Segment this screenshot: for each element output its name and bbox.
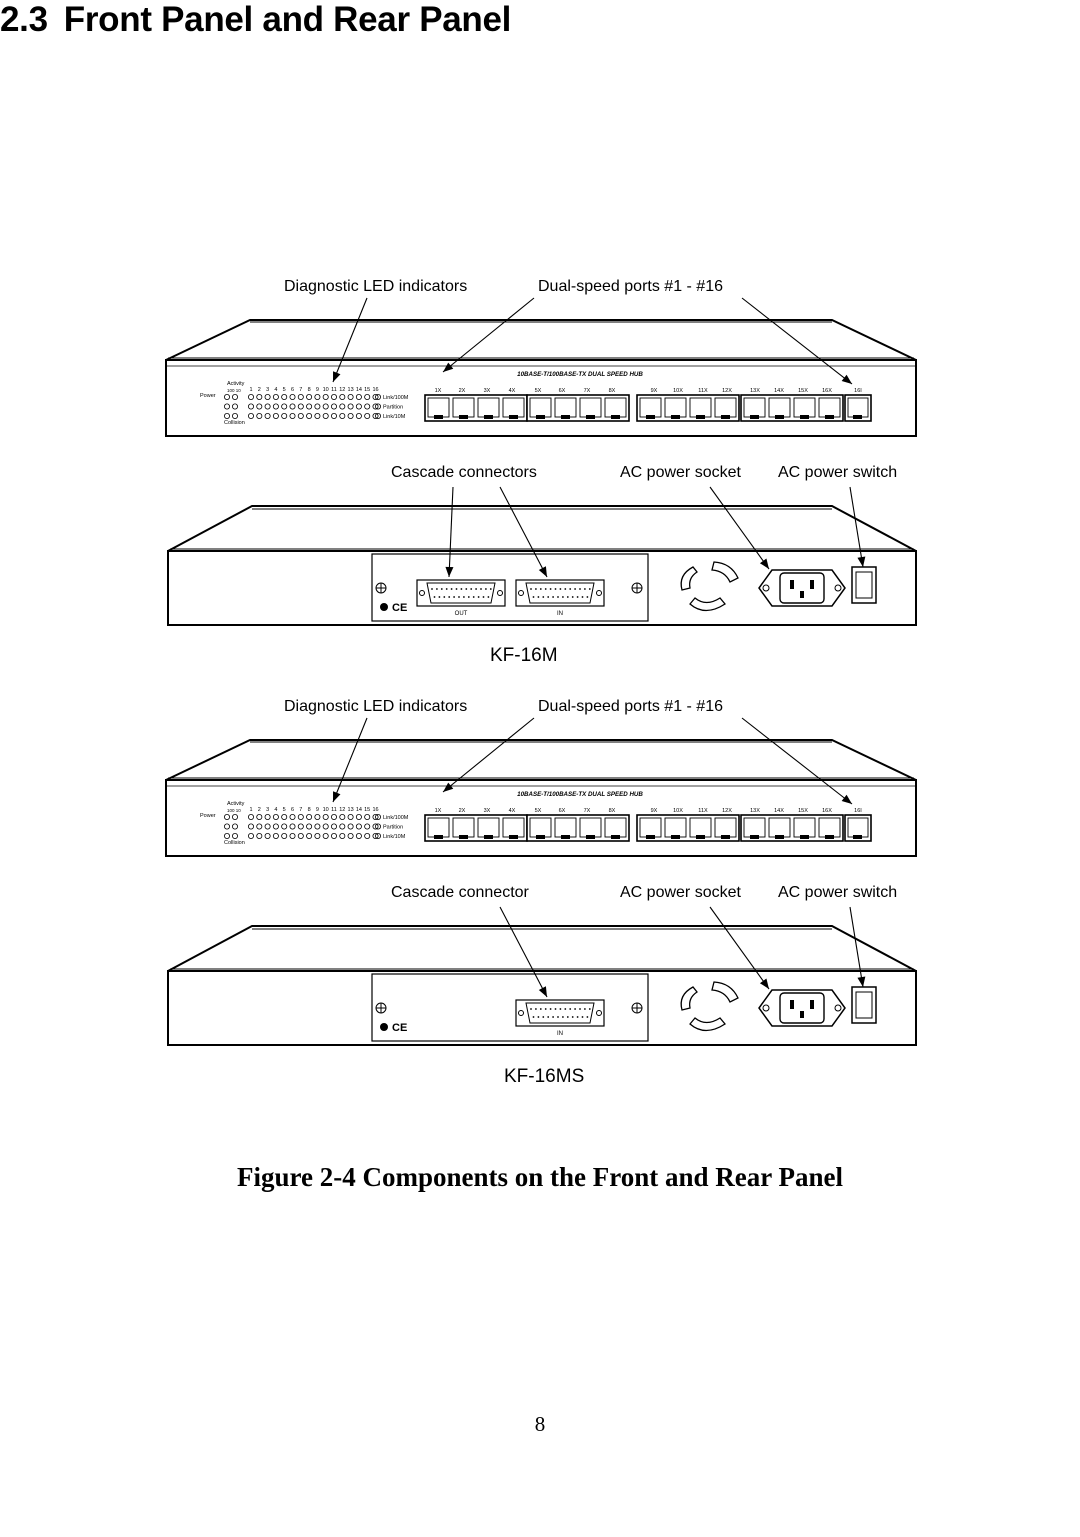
rj45-port — [715, 818, 736, 837]
front-panel — [166, 718, 916, 856]
db25-pin — [582, 596, 584, 598]
led-number: 9 — [315, 807, 319, 813]
front-panel — [166, 298, 916, 436]
rj45-port — [453, 818, 474, 837]
db25-pin — [535, 588, 537, 590]
chassis-top — [168, 926, 916, 971]
ac-pin — [800, 591, 804, 598]
hub-model-label: 10BASE-T/100BASE-TX DUAL SPEED HUB — [517, 371, 643, 378]
led-number: 16 — [372, 807, 379, 813]
ce-mark — [380, 603, 388, 611]
rj45-port — [665, 818, 686, 837]
rj45-port — [586, 835, 595, 839]
rj45-port — [555, 398, 576, 417]
db25-pin — [567, 596, 569, 598]
db25-pin — [478, 596, 480, 598]
port-label: 11X — [698, 808, 708, 814]
port-label: 11X — [698, 388, 708, 394]
db25-pin — [431, 588, 433, 590]
led-label: Link/100M — [383, 395, 409, 401]
rj45-port — [721, 415, 730, 419]
rj45-port — [671, 415, 680, 419]
rj45-port — [744, 818, 765, 837]
rj45-port — [530, 818, 551, 837]
rj45-port — [434, 415, 443, 419]
db25-pin — [569, 588, 571, 590]
led-label: 100 10 — [227, 388, 241, 393]
ce-mark: CE — [392, 1022, 408, 1034]
led-label: Partition — [383, 404, 404, 411]
db25-pin — [562, 596, 564, 598]
rj45-port — [536, 835, 545, 839]
db25-pin — [441, 588, 443, 590]
rj45-port — [605, 818, 626, 837]
port-label: 1X — [434, 388, 442, 394]
db25-pin — [446, 588, 448, 590]
rear-panel — [168, 487, 916, 625]
port-label: 16I — [854, 808, 862, 814]
led-label: Power — [200, 813, 216, 819]
db25-pin — [439, 596, 441, 598]
rj45-port — [775, 415, 784, 419]
callout-cascade-connector: Cascade connector — [391, 884, 529, 901]
led-number: 2 — [257, 807, 261, 813]
callout-cascade-connectors: Cascade connectors — [391, 464, 537, 481]
rj45-port — [750, 415, 759, 419]
led-number: 6 — [290, 387, 295, 393]
db25-pin — [584, 588, 586, 590]
db25-pin — [540, 1008, 542, 1010]
led-number: 4 — [274, 807, 278, 813]
port-label: 5X — [534, 388, 542, 394]
db25-pin — [545, 588, 547, 590]
db25-pin — [545, 1008, 547, 1010]
ac-pin — [810, 580, 814, 589]
db25-pin — [564, 1008, 566, 1010]
led-number: 3 — [266, 807, 270, 813]
db25-pin — [584, 1008, 586, 1010]
rj45-port — [690, 398, 711, 417]
led-number: 10 — [322, 807, 329, 813]
db25-pin — [434, 596, 436, 598]
db25-connector — [526, 1003, 594, 1023]
ce-mark — [380, 1023, 388, 1031]
db25-pin — [562, 1016, 564, 1018]
rj45-port — [671, 835, 680, 839]
db25-connector — [526, 583, 594, 603]
rj45-port — [503, 818, 524, 837]
chassis-top — [168, 506, 916, 551]
rj45-port — [561, 415, 570, 419]
db25-pin — [542, 596, 544, 598]
rj45-port — [459, 415, 468, 419]
led-number: 10 — [322, 387, 329, 393]
db25-pin — [564, 588, 566, 590]
db25-pin — [567, 1016, 569, 1018]
db25-pin — [470, 588, 472, 590]
rj45-port — [769, 398, 790, 417]
led-number: 15 — [364, 387, 371, 393]
db25-pin — [547, 596, 549, 598]
rj45-port — [640, 818, 661, 837]
led-number: 5 — [282, 387, 286, 393]
rj45-port — [555, 818, 576, 837]
rj45-port — [696, 835, 705, 839]
rj45-port — [605, 398, 626, 417]
rj45-port — [665, 398, 686, 417]
rj45-port — [503, 398, 524, 417]
db25-pin — [577, 596, 579, 598]
led-number: 7 — [299, 807, 303, 813]
led-number: 3 — [266, 387, 270, 393]
db25-pin — [530, 1008, 532, 1010]
port-label: 14X — [774, 808, 784, 814]
port-label: 4X — [508, 808, 516, 814]
ac-pin — [790, 580, 794, 589]
db25-pin — [572, 1016, 574, 1018]
db25-pin — [547, 1016, 549, 1018]
port-label: 16X — [822, 388, 832, 394]
led-number: 15 — [364, 807, 371, 813]
rj45-port — [611, 415, 620, 419]
chassis-top — [166, 740, 916, 780]
db25-pin — [555, 588, 557, 590]
callout-ac-power-switch: AC power switch — [778, 884, 898, 901]
rj45-port — [769, 818, 790, 837]
port-label: 13X — [750, 808, 760, 814]
port-label: 8X — [608, 388, 616, 394]
db25-pin — [490, 588, 492, 590]
rj45-port — [611, 835, 620, 839]
led-number: 6 — [290, 807, 295, 813]
port-label: 5X — [534, 808, 542, 814]
port-label: 15X — [798, 388, 808, 394]
db25-pin — [560, 1008, 562, 1010]
port-label: 6X — [558, 388, 566, 394]
rj45-port — [536, 415, 545, 419]
rj45-port — [819, 398, 840, 417]
port-label: 8X — [608, 808, 616, 814]
db25-pin — [569, 1008, 571, 1010]
db25-pin — [451, 588, 453, 590]
db25-pin — [533, 596, 535, 598]
rj45-port — [794, 398, 815, 417]
led-number: 8 — [307, 387, 311, 393]
led-number: 13 — [347, 807, 354, 813]
ac-power-switch — [856, 572, 872, 598]
db25-pin — [443, 596, 445, 598]
ac-pin — [790, 1000, 794, 1009]
led-number: 5 — [282, 807, 286, 813]
led-number: 13 — [347, 387, 354, 393]
led-number: 8 — [307, 807, 311, 813]
db25-pin — [579, 1008, 581, 1010]
rj45-port — [800, 835, 809, 839]
rj45-port — [580, 818, 601, 837]
callout-ac-power-socket: AC power socket — [620, 884, 741, 901]
led-label: Link/10M — [383, 834, 406, 840]
rj45-port — [434, 835, 443, 839]
port-label: 16I — [854, 388, 862, 394]
led-label: Activity — [227, 801, 245, 807]
rj45-port — [509, 835, 518, 839]
led-number: 1 — [249, 387, 253, 393]
db25-pin — [540, 588, 542, 590]
rj45-port — [586, 415, 595, 419]
callout-dual-speed-ports: Dual-speed ports #1 - #16 — [538, 278, 723, 295]
rj45-port — [459, 835, 468, 839]
port-label: 13X — [750, 388, 760, 394]
callout-dual-speed-ports: Dual-speed ports #1 - #16 — [538, 698, 723, 715]
rj45-port — [478, 398, 499, 417]
ac-power-socket — [780, 993, 824, 1023]
port-label: 7X — [583, 388, 591, 394]
db25-pin — [480, 588, 482, 590]
rj45-port — [478, 818, 499, 837]
db25-pin — [574, 588, 576, 590]
page-number: 8 — [534, 1412, 546, 1436]
db25-pin — [535, 1008, 537, 1010]
rj45-port — [853, 415, 862, 419]
db25-pin — [557, 1016, 559, 1018]
db25-pin — [552, 596, 554, 598]
rj45-port — [580, 398, 601, 417]
rj45-port — [640, 398, 661, 417]
led-number: 9 — [315, 387, 319, 393]
db25-pin — [538, 1016, 540, 1018]
db25-pin — [436, 588, 438, 590]
rj45-port — [690, 818, 711, 837]
chassis-top — [166, 320, 916, 360]
led-label: Power — [200, 393, 216, 399]
db25-pin — [463, 596, 465, 598]
db25-pin — [589, 588, 591, 590]
led-number: 12 — [339, 387, 346, 393]
led-label: 100 10 — [227, 808, 241, 813]
port-label: 16X — [822, 808, 832, 814]
port-label: 10X — [673, 388, 683, 394]
db25-pin — [475, 588, 477, 590]
cascade-module — [372, 974, 648, 1041]
led-number: 4 — [274, 387, 278, 393]
rj45-port — [561, 835, 570, 839]
led-number: 16 — [372, 387, 379, 393]
rj45-port — [646, 835, 655, 839]
led-label: Link/10M — [383, 414, 406, 420]
port-label: 2X — [458, 388, 466, 394]
rj45-port — [428, 818, 449, 837]
ac-pin — [800, 1011, 804, 1018]
rj45-port — [775, 835, 784, 839]
port-label: 3X — [483, 808, 491, 814]
db25-pin — [538, 596, 540, 598]
model-label: KF-16MS — [504, 1066, 585, 1087]
section-number: 2.3 — [0, 0, 48, 39]
rj45-port — [484, 415, 493, 419]
ac-power-switch — [856, 992, 872, 1018]
db25-pin — [465, 588, 467, 590]
rj45-port — [715, 398, 736, 417]
db25-pin — [560, 588, 562, 590]
db25-pin — [530, 588, 532, 590]
db25-pin — [533, 1016, 535, 1018]
db25-pin — [555, 1008, 557, 1010]
db25-connector — [427, 583, 495, 603]
port-label: 15X — [798, 808, 808, 814]
port-label: 12X — [722, 808, 732, 814]
port-label: 4X — [508, 388, 516, 394]
port-label: 9X — [650, 388, 658, 394]
port-label: 12X — [722, 388, 732, 394]
cascade-module — [372, 554, 648, 621]
led-number: 11 — [331, 807, 337, 813]
port-label: 3X — [483, 388, 491, 394]
rj45-port — [825, 415, 834, 419]
callout-ac-power-socket: AC power socket — [620, 464, 741, 481]
led-label: Collision — [224, 420, 245, 426]
db25-pin — [448, 596, 450, 598]
hub-model-label: 10BASE-T/100BASE-TX DUAL SPEED HUB — [517, 791, 643, 798]
rj45-port — [825, 835, 834, 839]
db25-pin — [488, 596, 490, 598]
ce-mark: CE — [392, 602, 408, 614]
section-title: Front Panel and Rear Panel — [63, 0, 512, 39]
model-label: KF-16M — [490, 645, 558, 666]
led-label: Partition — [383, 824, 404, 831]
rj45-port — [848, 818, 868, 837]
db25-pin — [589, 1008, 591, 1010]
connector-label: OUT — [454, 611, 468, 617]
callout-ac-power-switch: AC power switch — [778, 464, 898, 481]
port-label: 10X — [673, 808, 683, 814]
db25-pin — [587, 596, 589, 598]
rj45-port — [646, 415, 655, 419]
ac-pin — [810, 1000, 814, 1009]
db25-pin — [587, 1016, 589, 1018]
db25-pin — [458, 596, 460, 598]
db25-pin — [550, 588, 552, 590]
led-number: 2 — [257, 387, 261, 393]
led-number: 14 — [355, 807, 362, 813]
port-label: 2X — [458, 808, 466, 814]
db25-pin — [557, 596, 559, 598]
db25-pin — [461, 588, 463, 590]
db25-pin — [485, 588, 487, 590]
port-label: 14X — [774, 388, 784, 394]
rj45-port — [744, 398, 765, 417]
led-label: Activity — [227, 381, 245, 387]
db25-pin — [550, 1008, 552, 1010]
rj45-port — [853, 835, 862, 839]
rj45-port — [530, 398, 551, 417]
led-label: Collision — [224, 840, 245, 846]
figure-caption: Figure 2-4 Components on the Front and Rear Panel — [236, 1162, 843, 1192]
led-number: 7 — [299, 387, 303, 393]
led-label: Link/100M — [383, 815, 409, 821]
port-label: 6X — [558, 808, 566, 814]
port-label: 7X — [583, 808, 591, 814]
rj45-port — [750, 835, 759, 839]
connector-label: IN — [557, 1031, 563, 1037]
rj45-port — [800, 415, 809, 419]
rj45-port — [484, 835, 493, 839]
led-number: 1 — [249, 807, 253, 813]
rear-panel — [168, 907, 916, 1045]
db25-pin — [468, 596, 470, 598]
rj45-port — [428, 398, 449, 417]
led-number: 12 — [339, 807, 346, 813]
connector-label: IN — [557, 611, 563, 617]
db25-pin — [453, 596, 455, 598]
db25-pin — [483, 596, 485, 598]
db25-pin — [456, 588, 458, 590]
port-label: 1X — [434, 808, 442, 814]
led-number: 14 — [355, 387, 362, 393]
rj45-port — [721, 835, 730, 839]
rj45-port — [453, 398, 474, 417]
rj45-port — [819, 818, 840, 837]
led-number: 11 — [331, 387, 337, 393]
rj45-port — [509, 415, 518, 419]
db25-pin — [473, 596, 475, 598]
db25-pin — [579, 588, 581, 590]
rj45-port — [794, 818, 815, 837]
db25-pin — [582, 1016, 584, 1018]
callout-diagnostic-leds: Diagnostic LED indicators — [284, 278, 468, 295]
callout-diagnostic-leds: Diagnostic LED indicators — [284, 698, 468, 715]
rj45-port — [848, 398, 868, 417]
rj45-port — [696, 415, 705, 419]
db25-pin — [552, 1016, 554, 1018]
ac-power-socket — [780, 573, 824, 603]
db25-pin — [542, 1016, 544, 1018]
db25-pin — [572, 596, 574, 598]
db25-pin — [577, 1016, 579, 1018]
db25-pin — [574, 1008, 576, 1010]
port-label: 9X — [650, 808, 658, 814]
